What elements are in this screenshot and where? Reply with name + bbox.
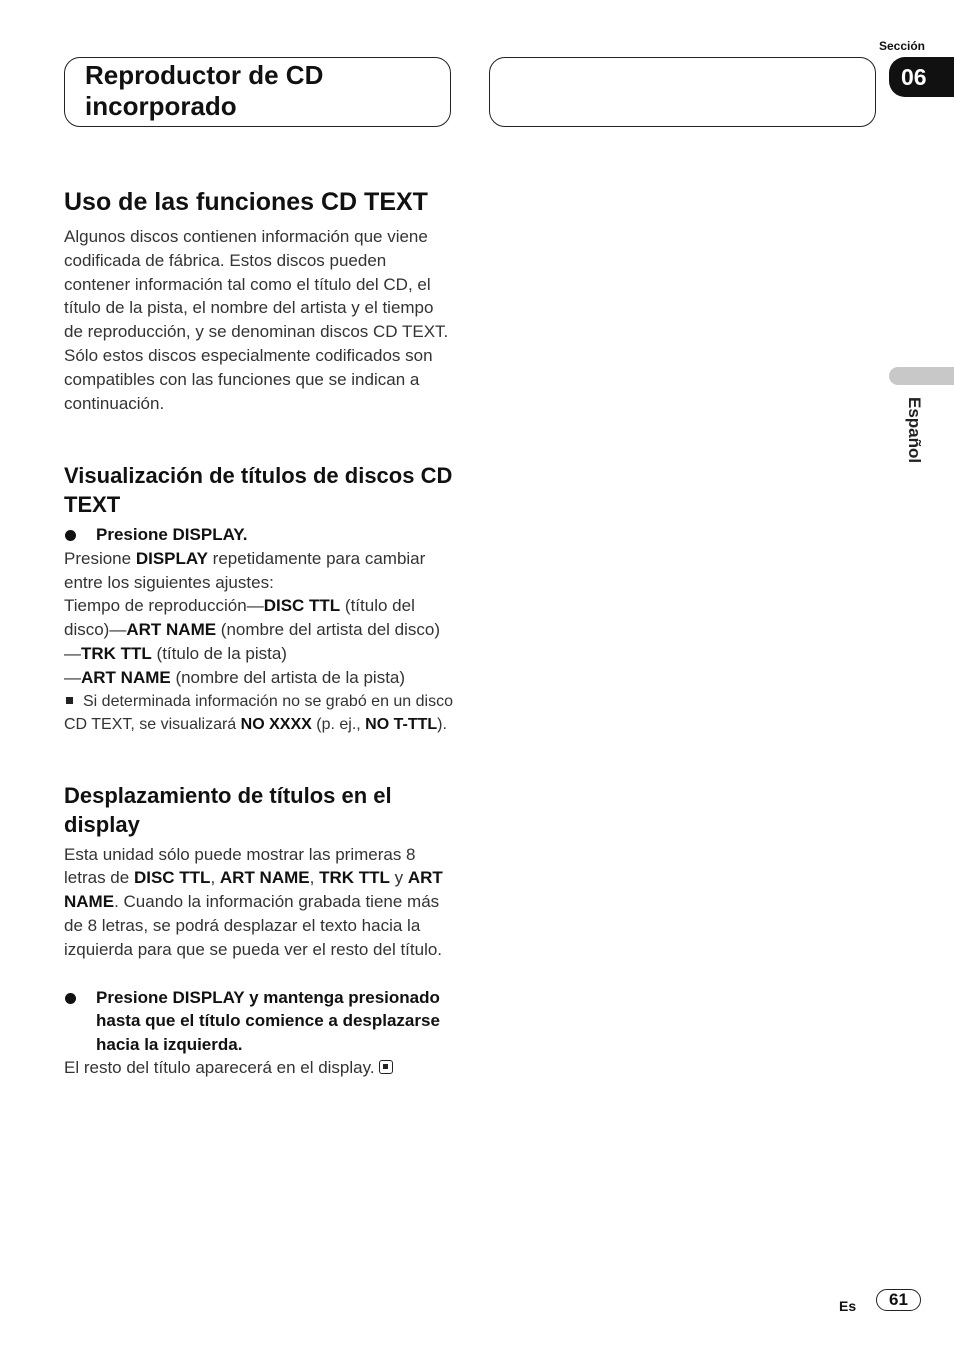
language-label: Español [905, 397, 924, 464]
bold-run: ART NAME [126, 620, 217, 640]
page-heading: Uso de las funciones CD TEXT [64, 188, 428, 216]
bold-run: TRK TTL [81, 644, 152, 664]
text-run: (nombre del artista del disco)— [64, 620, 441, 664]
section1-note [64, 690, 454, 737]
section2-step [64, 986, 454, 1057]
bullet-icon [65, 993, 76, 1004]
page-number: 61 [876, 1289, 921, 1311]
bold-run: DISC TTL [133, 868, 211, 888]
section-label: Sección [878, 39, 926, 53]
section2-result [64, 1056, 454, 1080]
main-content [64, 185, 454, 1080]
text-run: (p. ej., [311, 716, 366, 734]
section1-step [64, 523, 454, 547]
text-run: Esta unidad sólo puede mostrar las primeras 8 letras de [64, 844, 416, 888]
section2-heading: Desplazamiento de títulos en el display [64, 782, 392, 837]
section1-sequence-cont [64, 666, 454, 690]
text-run: El resto del título aparecerá en el display. [64, 1058, 375, 1078]
text-run: . Cuando la información grabada tiene más de 8 letras, se podrá desplazar el texto hacia la izquierda para que se pueda ver el resto del título. [64, 892, 443, 959]
section1-step-text: Presione DISPLAY. [96, 525, 248, 545]
section1-heading: Visualización de títulos de discos CD TEXT [64, 463, 453, 518]
text-run: , [210, 868, 220, 888]
bold-run: ART NAME [64, 868, 443, 912]
text-run: , [309, 868, 320, 888]
section-title: Reproductor de CD incorporado [85, 60, 324, 121]
bold-run: NO T-TTL [365, 716, 438, 734]
section1-paragraph [64, 547, 454, 595]
text-run: ). [437, 716, 447, 734]
text-run: Tiempo de reproducción— [64, 596, 264, 616]
section2-step-text: Presione DISPLAY y mantenga presionado hasta que el título comience a desplazarse hacia la izquierda. [96, 987, 440, 1054]
section-number-tab [889, 57, 954, 97]
section1-sequence [64, 594, 454, 665]
bold-run: DISC TTL [263, 596, 341, 616]
bold-run: TRK TTL [319, 868, 390, 888]
text-run: Si determinada información no se grabó en un disco CD TEXT, se visualizará [64, 692, 453, 734]
text-run: y [389, 868, 408, 888]
bold-run: ART NAME [81, 667, 171, 687]
text-run: repetidamente para cambiar entre los siguientes ajustes: [64, 548, 426, 592]
section-title-box [64, 57, 451, 127]
header-empty-box [489, 57, 876, 127]
text-run: Presione [64, 548, 136, 568]
text-run: (nombre del artista de la pista) [170, 667, 406, 687]
section2-paragraph [64, 843, 454, 962]
section-number: 06 [901, 64, 927, 90]
text-run: (título de la pista) [151, 644, 287, 664]
text-run: (título del disco)— [64, 596, 415, 640]
language-code: Es [839, 1298, 857, 1314]
bold-run: DISPLAY [135, 548, 208, 568]
bullet-icon [65, 530, 76, 541]
text-run: — [64, 667, 81, 687]
end-mark-icon [379, 1060, 393, 1074]
bold-run: ART NAME [219, 868, 310, 888]
bold-run: NO XXXX [240, 716, 312, 734]
note-square-icon [66, 697, 73, 704]
language-tab-bar [889, 367, 954, 385]
intro-paragraph: Algunos discos contienen información que viene codificada de fábrica. Estos discos pueden contener información tal como el título del CD, el título de la pista, el nombre del artista y el tiempo de reproducción, y se denominan discos CD TEXT. Sólo estos discos especialmente codificados son compatibles con las funciones que se indican a continuación. [64, 227, 449, 413]
